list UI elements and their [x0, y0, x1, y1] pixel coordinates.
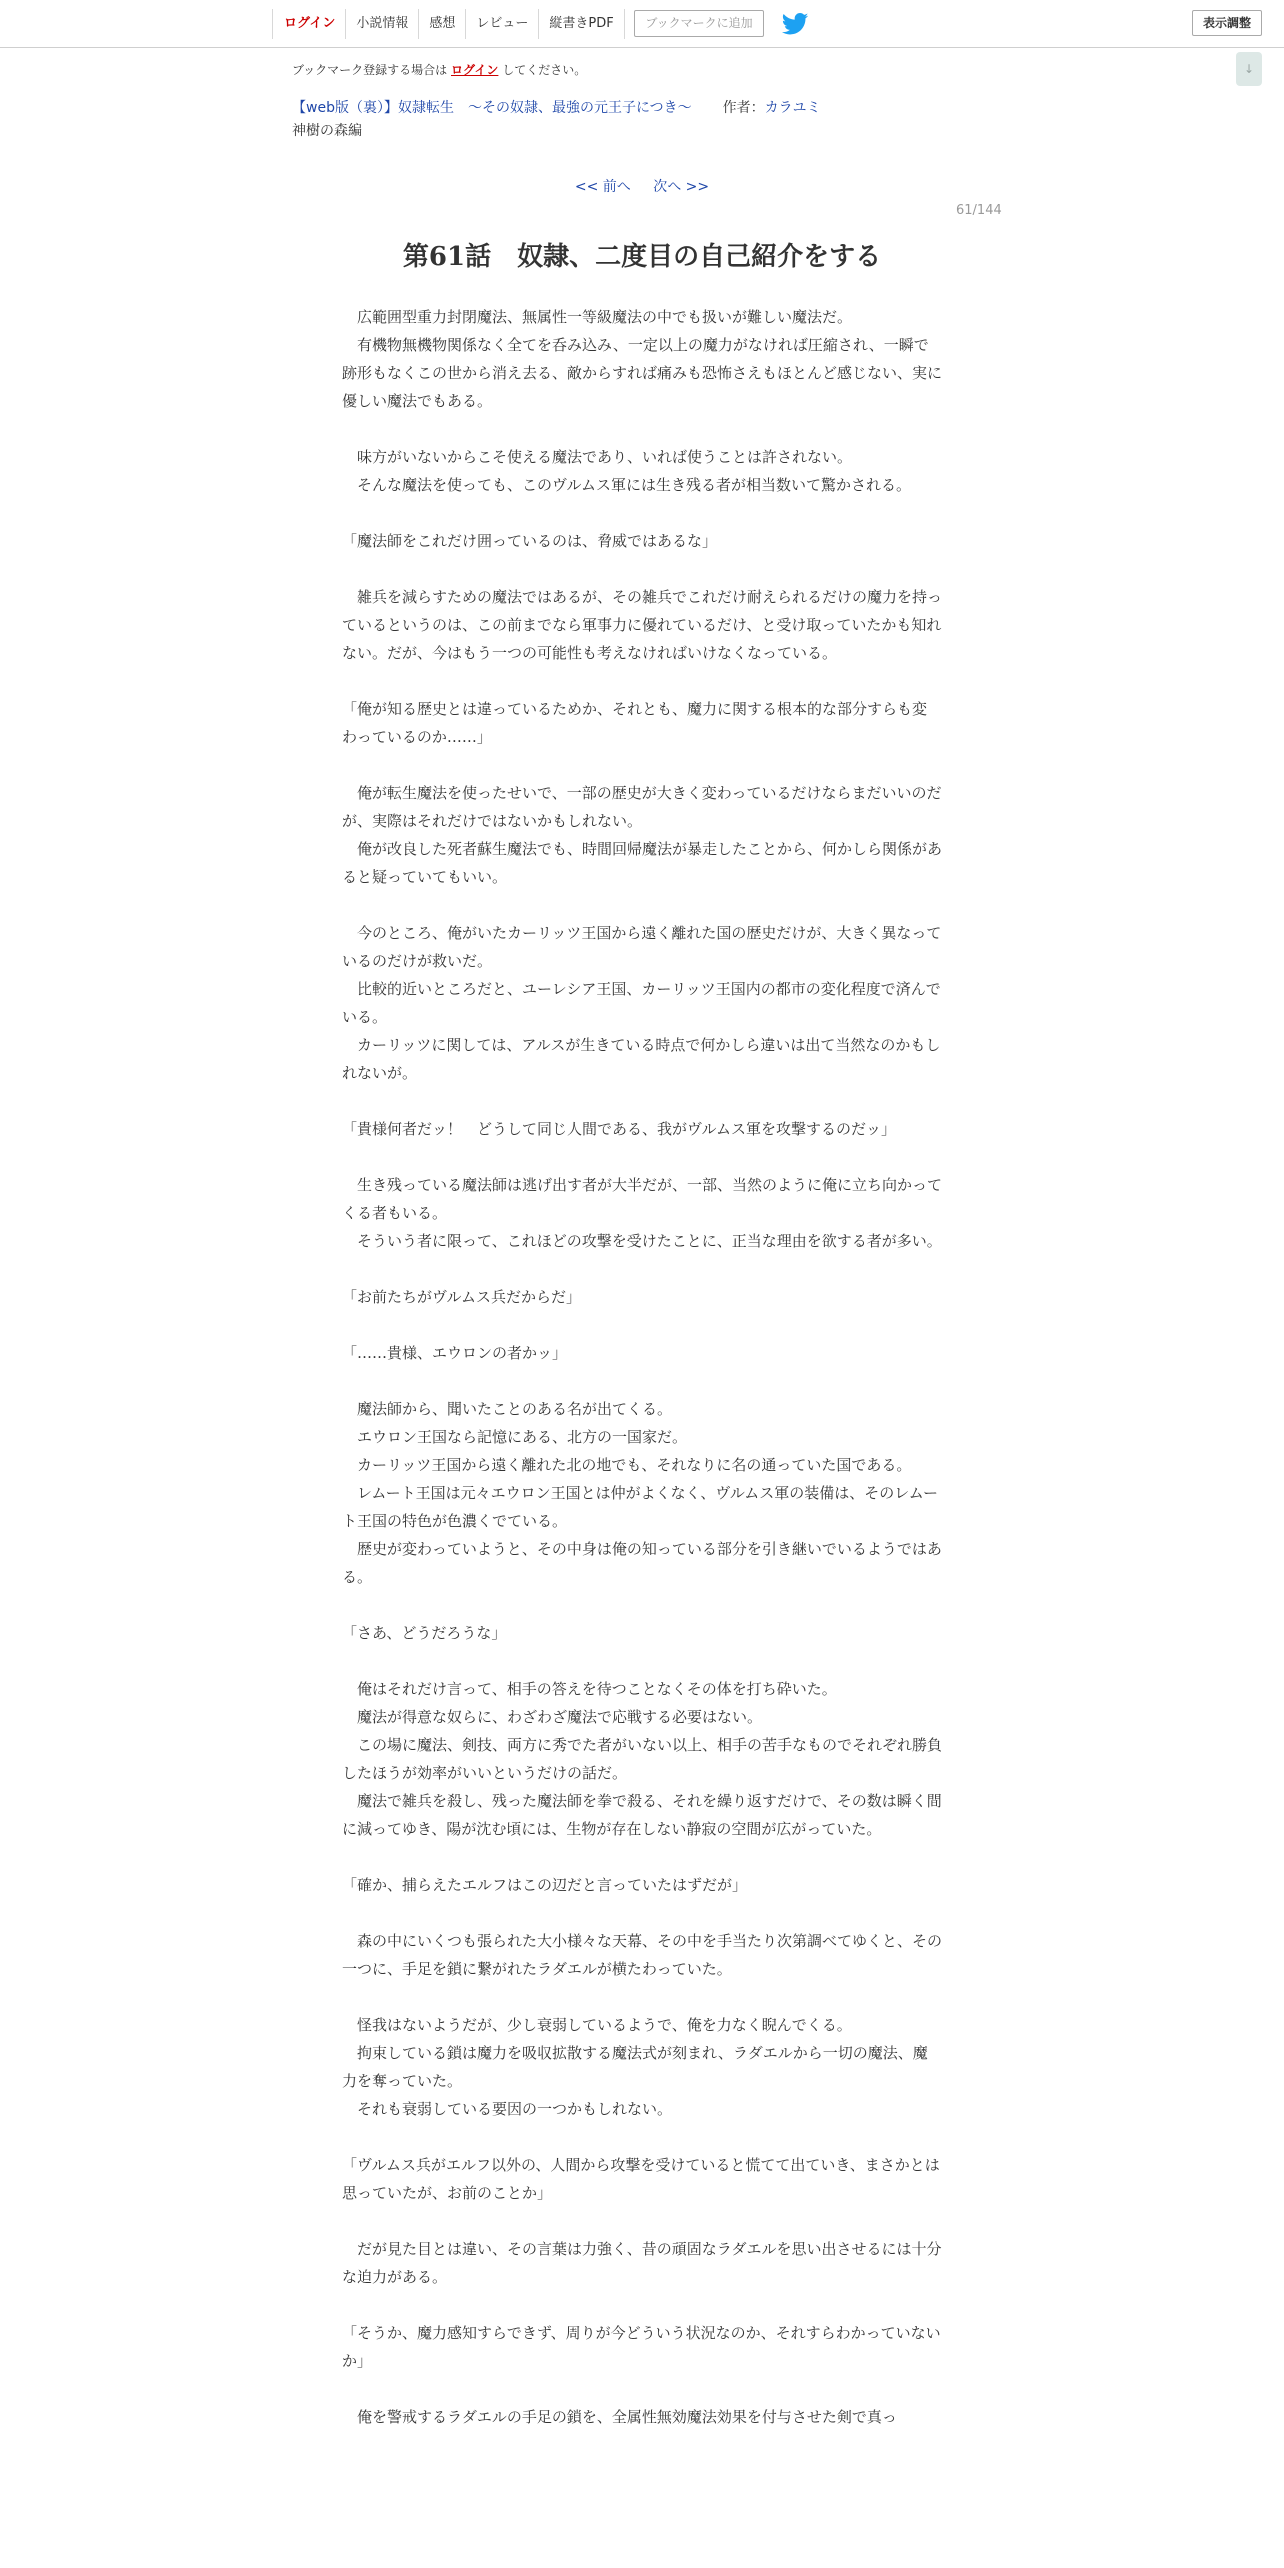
nav-login-link[interactable]: ログイン — [272, 9, 345, 39]
body-paragraph: それも衰弱している要因の一つかもしれない。 — [342, 2100, 673, 2118]
blank-line — [342, 1647, 942, 1675]
top-navigation-bar — [0, 0, 1284, 48]
chapter-group-title: 神樹の森編 — [292, 123, 362, 139]
blank-line — [342, 2375, 942, 2403]
body-paragraph: 魔法師から、聞いたことのある名が出てくる。 — [342, 1400, 673, 1418]
novel-body-text — [342, 303, 942, 2431]
blank-line — [342, 555, 942, 583]
body-paragraph: 森の中にいくつも張られた大小様々な天幕、その中を手当たり次第調べてゆくと、その一つに、手足を鎖に繋がれたラダエルが横たわっていた。 — [342, 1932, 943, 1978]
bookmark-note-after: してください。 — [502, 63, 587, 77]
body-paragraph: 「さあ、どうだろうな」 — [342, 1624, 507, 1642]
body-paragraph: 今のところ、俺がいたカーリッツ王国から遠く離れた国の歴史だけが、大きく異なっているのだけが救いだ。 — [342, 924, 942, 970]
body-paragraph: 「俺が知る歴史とは違っているためか、それとも、魔力に関する根本的な部分すらも変わっているのか……」 — [342, 700, 928, 746]
body-paragraph: レムート王国は元々エウロン王国とは仲がよくなく、ヴルムス軍の装備は、そのレムート王国の特色が色濃くでている。 — [342, 1484, 938, 1530]
blank-line — [342, 751, 942, 779]
nav-impressions-link[interactable]: 感想 — [418, 9, 465, 39]
body-paragraph: エウロン王国なら記憶にある、北方の一国家だ。 — [342, 1428, 688, 1446]
blank-line — [342, 2123, 942, 2151]
body-paragraph: 雑兵を減らすための魔法ではあるが、その雑兵でこれだけ耐えられるだけの魔力を持っているというのは、この前までなら軍事力に優れているだけ、と受け取っていたかも知れない。だが、今はもう一つの可能性も考えなければいけなくなっている。 — [342, 588, 943, 662]
blank-line — [342, 1367, 942, 1395]
body-paragraph: カーリッツに関しては、アルスが生きている時点で何かしら違いは出て当然なのかもしれないが。 — [342, 1036, 941, 1082]
blank-line — [342, 1843, 942, 1871]
blank-line — [342, 1899, 942, 1927]
body-paragraph: この場に魔法、剣技、両方に秀でた者がいない以上、相手の苦手なものでそれぞれ勝負したほうが効率がいいというだけの話だ。 — [342, 1736, 943, 1782]
blank-line — [342, 2291, 942, 2319]
nav-review-link[interactable]: レビュー — [465, 9, 538, 39]
body-paragraph: 広範囲型重力封閉魔法、無属性一等級魔法の中でも扱いが難しい魔法だ。 — [342, 308, 853, 326]
body-paragraph: 拘束している鎖は魔力を吸収拡散する魔法式が刻まれ、ラダエルから一切の魔法、魔力を奪っていた。 — [342, 2044, 928, 2090]
bookmark-login-note — [292, 61, 586, 78]
bookmark-note-before: ブックマーク登録する場合は — [292, 63, 448, 77]
body-paragraph: 怪我はないようだが、少し衰弱しているようで、俺を力なく睨んでくる。 — [342, 2016, 852, 2034]
blank-line — [342, 1983, 942, 2011]
body-paragraph: そんな魔法を使っても、このヴルムス軍には生き残る者が相当数いて驚かされる。 — [342, 476, 911, 494]
body-paragraph: 魔法が得意な奴らに、わざわざ魔法で応戦する必要はない。 — [342, 1708, 763, 1726]
body-paragraph: 歴史が変わっていようと、その中身は俺の知っている部分を引き継いでいるようではある。 — [342, 1540, 942, 1586]
body-paragraph: 味方がいないからこそ使える魔法であり、いれば使うことは許されない。 — [342, 448, 853, 466]
body-paragraph: 「……貴様、エウロンの者かッ」 — [342, 1344, 568, 1362]
author-link[interactable]: カラユミ — [764, 100, 821, 116]
body-paragraph: 生き残っている魔法師は逃げ出す者が大半だが、一部、当然のように俺に立ち向かってくる者もいる。 — [342, 1176, 943, 1222]
blank-line — [342, 2207, 942, 2235]
body-paragraph: 俺が改良した死者蘇生魔法でも、時間回帰魔法が暴走したことから、何かしら関係があると疑っていてもいい。 — [342, 840, 943, 886]
add-bookmark-button[interactable]: ブックマークに追加 — [634, 10, 764, 37]
nav-novel-info-link[interactable]: 小説情報 — [345, 9, 418, 39]
blank-line — [342, 667, 942, 695]
body-paragraph: 比較的近いところだと、ユーレシア王国、カーリッツ王国内の都市の変化程度で済んでいる。 — [342, 980, 941, 1026]
body-paragraph: そういう者に限って、これほどの攻撃を受けたことに、正当な理由を欲する者が多い。 — [342, 1232, 942, 1250]
body-paragraph: 有機物無機物関係なく全てを呑み込み、一定以上の魔力がなければ圧縮され、一瞬で跡形もなくこの世から消え去る、敵からすれば痛みも恐怖さえもほとんど感じない、実に優しい魔法でもある。 — [342, 336, 943, 410]
bookmark-note-login-link[interactable]: ログイン — [451, 63, 499, 77]
blank-line — [342, 1087, 942, 1115]
episode-pager — [0, 176, 1284, 196]
body-paragraph: 「ヴルムス兵がエルフ以外の、人間から攻撃を受けていると慌てて出ていき、まさかとは思っていたが、お前のことか」 — [342, 2156, 940, 2202]
page-number: 61/144 — [956, 203, 1002, 218]
prev-episode-link[interactable]: << 前へ — [574, 179, 631, 195]
next-episode-link[interactable]: 次へ >> — [653, 179, 710, 195]
twitter-share-icon[interactable] — [781, 13, 809, 35]
blank-line — [342, 891, 942, 919]
body-paragraph: カーリッツ王国から遠く離れた北の地でも、それなりに名の通っていた国である。 — [342, 1456, 912, 1474]
body-paragraph: 俺を警戒するラダエルの手足の鎖を、全属性無効魔法効果を付与させた剣で真っ — [342, 2408, 897, 2426]
series-info — [292, 97, 821, 117]
blank-line — [342, 1143, 942, 1171]
body-paragraph: 「確か、捕らえたエルフはこの辺だと言っていたはずだが」 — [342, 1876, 748, 1894]
display-settings-button[interactable]: 表示調整 — [1192, 10, 1262, 36]
body-paragraph: 「貴様何者だッ！ どうして同じ人間である、我がヴルムス軍を攻撃するのだッ」 — [342, 1120, 896, 1138]
body-paragraph: 「そうか、魔力感知すらできず、周りが今どういう状況なのか、それすらわかっていないか」 — [342, 2324, 941, 2370]
body-paragraph: 「魔法師をこれだけ囲っているのは、脅威ではあるな」 — [342, 532, 718, 550]
series-title-link[interactable]: 【web版（裏）】奴隷転生 ～その奴隷、最強の元王子につき～ — [292, 100, 692, 116]
episode-title: 第61話 奴隷、二度目の自己紹介をする — [402, 242, 882, 272]
body-paragraph: 俺はそれだけ言って、相手の答えを待つことなくその体を打ち砕いた。 — [342, 1680, 837, 1698]
blank-line — [342, 1591, 942, 1619]
blank-line — [342, 499, 942, 527]
blank-line — [342, 1311, 942, 1339]
author-label: 作者： — [722, 100, 765, 116]
blank-line — [342, 415, 942, 443]
body-paragraph: だが見た目とは違い、その言葉は力強く、昔の頑固なラダエルを思い出させるには十分な迫力がある。 — [342, 2240, 942, 2286]
nav-menu — [272, 9, 625, 39]
body-paragraph: 俺が転生魔法を使ったせいで、一部の歴史が大きく変わっているだけならまだいいのだが、実際はそれだけではないかもしれない。 — [342, 784, 942, 830]
nav-vertical-pdf-link[interactable]: 縦書きPDF — [538, 9, 624, 39]
blank-line — [342, 1255, 942, 1283]
body-paragraph: 「お前たちがヴルムス兵だからだ」 — [342, 1288, 581, 1306]
body-paragraph: 魔法で雑兵を殺し、残った魔法師を拳で殺る、それを繰り返すだけで、その数は瞬く間に減ってゆき、陽が沈む頃には、生物が存在しない静寂の空間が広がっていた。 — [342, 1792, 942, 1838]
scroll-down-tab[interactable]: ↓ — [1236, 52, 1262, 86]
